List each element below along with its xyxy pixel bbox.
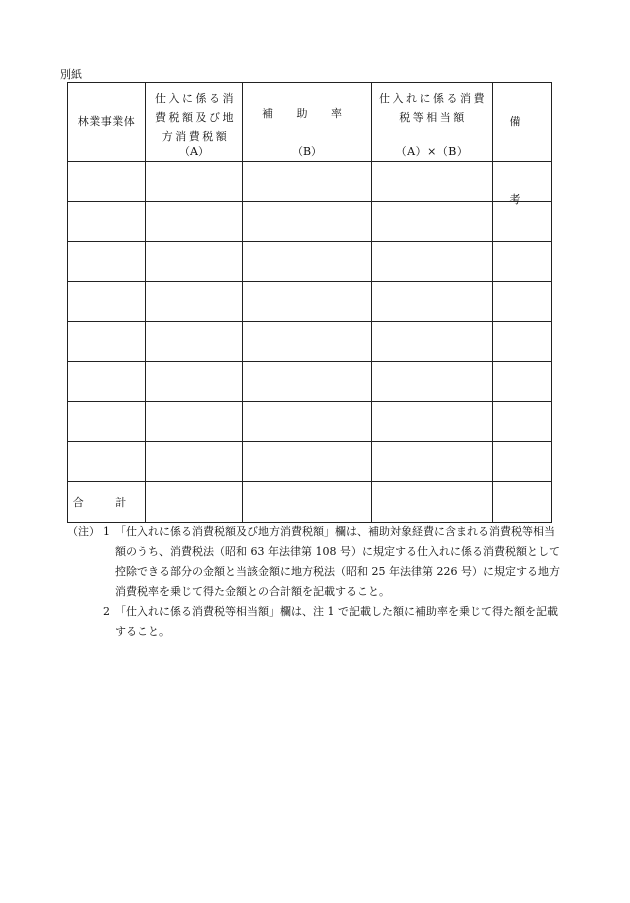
cell-subsidy-rate[interactable] [243, 442, 372, 482]
cell-remarks[interactable] [493, 242, 552, 282]
table-row [68, 242, 552, 282]
header-code-b: （B） [291, 145, 323, 158]
cell-subsidy-rate[interactable] [243, 202, 372, 242]
cell-subsidy-rate[interactable] [243, 282, 372, 322]
cell-equivalent-amount[interactable] [372, 362, 493, 402]
cell-remarks[interactable] [493, 322, 552, 362]
cell-tax-amount[interactable] [146, 162, 243, 202]
table-row [68, 282, 552, 322]
header-forestry-operator: 林業事業体 [68, 83, 146, 162]
header-remarks: 備 考 [493, 83, 552, 162]
cell-remarks[interactable] [493, 402, 552, 442]
cell-operator[interactable] [68, 282, 146, 322]
total-tax-amount[interactable] [146, 482, 243, 523]
note-number: 1 [103, 525, 110, 538]
cell-subsidy-rate[interactable] [243, 322, 372, 362]
tax-form-table [67, 82, 552, 523]
table-row [68, 322, 552, 362]
note-text: 「仕入れに係る消費税額及び地方消費税額」欄は、補助対象経費に含まれる消費税等相当額のうち、消費税法（昭和 63 年法律第 108 号）に規定する仕入れに係る消費税額として控除できる部分の金額と当該金額に地方税法（昭和 25 年法律第 226 号）に規定する地方消費税率を乗じて得た金額との合計額を記載すること。 [115, 525, 560, 598]
cell-subsidy-rate[interactable] [243, 162, 372, 202]
header-equivalent-amount [372, 83, 493, 162]
table-header-row [68, 83, 552, 162]
cell-remarks[interactable] [493, 362, 552, 402]
cell-operator[interactable] [68, 162, 146, 202]
header-code-a: （A） [179, 145, 209, 158]
table-row [68, 162, 552, 202]
cell-subsidy-rate[interactable] [243, 242, 372, 282]
cell-equivalent-amount[interactable] [372, 202, 493, 242]
cell-tax-amount[interactable] [146, 442, 243, 482]
cell-tax-amount[interactable] [146, 202, 243, 242]
note-item-1 [67, 522, 562, 602]
total-label: 合 計 [68, 482, 146, 523]
cell-operator[interactable] [68, 322, 146, 362]
cell-equivalent-amount[interactable] [372, 242, 493, 282]
cell-subsidy-rate[interactable] [243, 402, 372, 442]
total-remarks[interactable] [493, 482, 552, 523]
cell-equivalent-amount[interactable] [372, 282, 493, 322]
cell-tax-amount[interactable] [146, 282, 243, 322]
cell-tax-amount[interactable] [146, 242, 243, 282]
header-subsidy-rate [243, 83, 372, 162]
total-row [68, 482, 552, 523]
cell-operator[interactable] [68, 242, 146, 282]
cell-tax-amount[interactable] [146, 362, 243, 402]
note-number: 2 [103, 605, 110, 618]
table-row [68, 202, 552, 242]
header-equivalent-amount-label: 仕入れに係る消費税等相当額 [379, 92, 487, 124]
header-consumption-tax-label: 仕入に係る消費税額及び地方消費税額 [155, 92, 236, 143]
total-subsidy-rate[interactable] [243, 482, 372, 523]
cell-operator[interactable] [68, 442, 146, 482]
cell-remarks[interactable] [493, 282, 552, 322]
table-row [68, 402, 552, 442]
header-subsidy-rate-label: 補 助 率 [262, 107, 352, 120]
note-item-2 [67, 602, 562, 642]
cell-operator[interactable] [68, 362, 146, 402]
note-text: 「仕入れに係る消費税等相当額」欄は、注 1 で記載した額に補助率を乗じて得た額を記載すること。 [115, 605, 558, 638]
table-row [68, 362, 552, 402]
notes-prefix: （注） [67, 525, 100, 538]
notes-section [67, 522, 562, 642]
total-equivalent-amount[interactable] [372, 482, 493, 523]
table-row [68, 442, 552, 482]
cell-operator[interactable] [68, 202, 146, 242]
cell-equivalent-amount[interactable] [372, 162, 493, 202]
header-code-a-times-b: （A）×（B） [395, 145, 469, 158]
cell-tax-amount[interactable] [146, 322, 243, 362]
cell-equivalent-amount[interactable] [372, 442, 493, 482]
cell-subsidy-rate[interactable] [243, 362, 372, 402]
cell-operator[interactable] [68, 402, 146, 442]
attachment-label: 別紙 [60, 68, 82, 81]
cell-remarks[interactable] [493, 442, 552, 482]
header-consumption-tax-amount [146, 83, 243, 162]
cell-equivalent-amount[interactable] [372, 322, 493, 362]
cell-tax-amount[interactable] [146, 402, 243, 442]
cell-equivalent-amount[interactable] [372, 402, 493, 442]
